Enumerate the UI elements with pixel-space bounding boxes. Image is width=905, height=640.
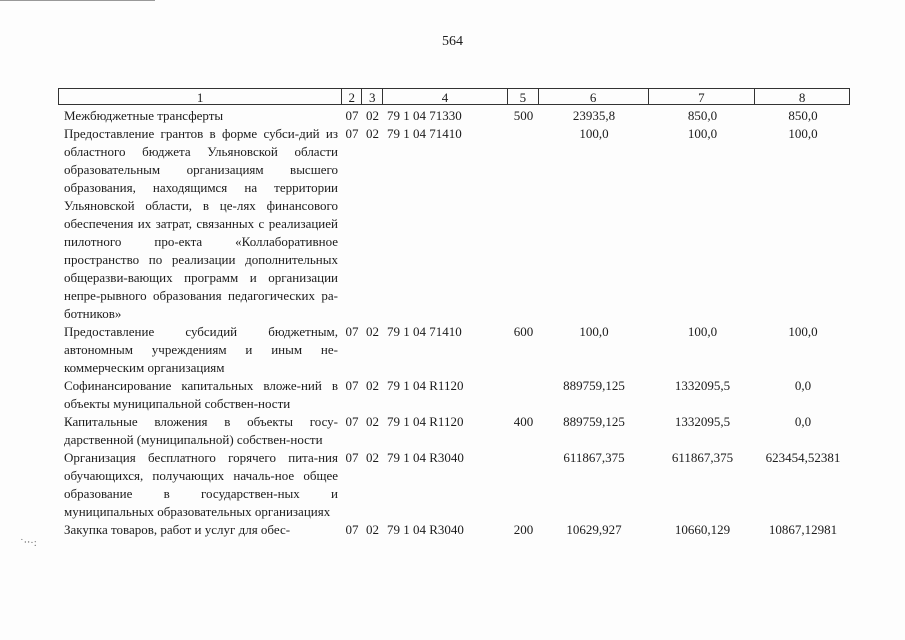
scan-edge-line	[0, 0, 155, 1]
row-value-6: 889759,125	[563, 414, 625, 429]
table-row	[58, 107, 850, 125]
row-value-8: 100,0	[788, 324, 818, 339]
row-value-6: 100,0	[579, 324, 609, 339]
header-col-3: 3	[362, 89, 383, 104]
table-row	[58, 449, 850, 521]
row-value-7: 100,0	[687, 126, 718, 141]
header-col-7: 7	[649, 89, 756, 104]
row-value-7: 1332095,5	[674, 414, 731, 429]
row-subsection: 02	[366, 450, 379, 465]
row-section: 07	[345, 522, 359, 537]
header-col-2: 2	[342, 89, 362, 104]
scan-artifact-mark: ˙‧⸱·:	[20, 537, 37, 549]
table-row	[58, 323, 850, 377]
row-value-8: 623454,52381	[765, 450, 841, 465]
row-subsection: 02	[366, 378, 379, 393]
row-type	[508, 377, 539, 413]
table-row	[58, 521, 850, 539]
row-type: 600	[513, 324, 534, 339]
row-name: Софинансирование капитальных вложе-ний в объекты муниципальной собствен-ности	[64, 378, 338, 411]
row-type: 200	[513, 522, 534, 537]
row-type: 500	[513, 108, 534, 123]
row-value-7: 10660,129	[674, 522, 731, 537]
row-value-6: 611867,375	[563, 450, 625, 465]
row-name: Межбюджетные трансферты	[64, 108, 224, 123]
row-section: 07	[345, 414, 359, 429]
row-subsection: 02	[366, 108, 379, 123]
row-value-8: 0,0	[794, 378, 812, 393]
row-value-8: 0,0	[794, 414, 812, 429]
row-value-7: 1332095,5	[674, 378, 731, 393]
row-value-6: 100,0	[579, 126, 609, 141]
row-type: 400	[513, 414, 534, 429]
header-col-5: 5	[508, 89, 539, 104]
row-code: 79 1 04 R3040	[387, 450, 464, 465]
row-subsection: 02	[366, 126, 379, 141]
page-number: 564	[442, 34, 463, 49]
table-row	[58, 377, 850, 413]
table-header	[58, 88, 850, 105]
row-value-8: 10867,12981	[768, 522, 838, 537]
row-value-7: 611867,375	[671, 450, 734, 465]
row-code: 79 1 04 R1120	[387, 378, 464, 393]
row-name: Закупка товаров, работ и услуг для обес-	[64, 522, 291, 537]
header-col-1: 1	[59, 89, 342, 104]
row-subsection: 02	[366, 414, 379, 429]
row-name: Организация бесплатного горячего пита-ния обучающихся, получающих началь-ное общее образование в государствен-ных и муниципальных образовательных организациях	[64, 450, 338, 519]
row-value-6: 10629,927	[566, 522, 622, 537]
row-section: 07	[345, 450, 359, 465]
row-value-8: 100,0	[788, 126, 818, 141]
row-code: 79 1 04 R3040	[387, 522, 464, 537]
row-subsection: 02	[366, 522, 379, 537]
row-name: Предоставление субсидий бюджетным, автономным учреждениям и иным не-коммерческим организациям	[64, 324, 338, 375]
row-type	[508, 449, 539, 521]
table-row	[58, 413, 850, 449]
row-value-6: 889759,125	[563, 378, 625, 393]
table-row	[58, 125, 850, 323]
header-col-4: 4	[383, 89, 508, 104]
row-value-6: 23935,8	[572, 108, 616, 123]
row-subsection: 02	[366, 324, 379, 339]
row-value-8: 850,0	[788, 108, 818, 123]
table-body	[58, 107, 850, 539]
row-value-7: 100,0	[687, 324, 718, 339]
row-section: 07	[345, 324, 359, 339]
row-code: 79 1 04 71410	[387, 324, 462, 339]
row-type	[508, 125, 539, 323]
row-name: Капитальные вложения в объекты госу-дарственной (муниципальной) собствен-ности	[64, 414, 338, 447]
row-section: 07	[345, 108, 359, 123]
row-code: 79 1 04 71330	[387, 108, 462, 123]
row-section: 07	[345, 378, 359, 393]
row-value-7: 850,0	[687, 108, 718, 123]
header-col-6: 6	[539, 89, 649, 104]
row-code: 79 1 04 71410	[387, 126, 462, 141]
row-name: Предоставление грантов в форме субси-дий из областного бюджета Ульяновской области образовательным организациям высшего образования, находящимся на территории Ульяновской области, в це-лях финансового обеспечения их затрат, связанных с реализацией пилотного про-екта «Коллаборативное пространство по реализации дополнительных общеразви-вающих программ и организации непре-рывного образования педагогических ра-ботников»	[64, 126, 338, 321]
row-section: 07	[345, 126, 359, 141]
row-code: 79 1 04 R1120	[387, 414, 464, 429]
header-col-8: 8	[798, 90, 806, 105]
